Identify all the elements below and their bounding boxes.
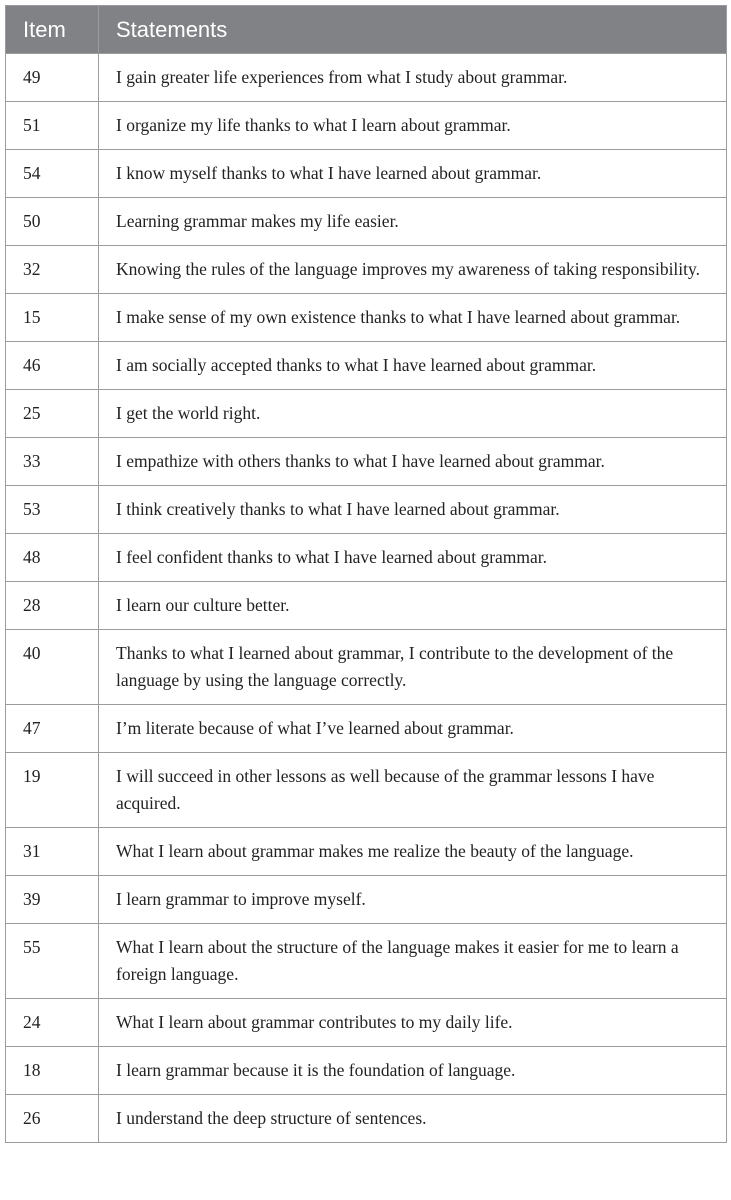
statement-cell: I gain greater life experiences from what I study about grammar.: [99, 54, 727, 102]
table-row: [6, 1047, 727, 1095]
table-row: [6, 246, 727, 294]
item-number-cell: 50: [6, 198, 99, 246]
item-number-cell: 39: [6, 876, 99, 924]
statement-cell: I am socially accepted thanks to what I have learned about grammar.: [99, 342, 727, 390]
table-row: [6, 924, 727, 999]
table-body: [6, 54, 727, 1143]
item-number-cell: 15: [6, 294, 99, 342]
statement-cell: Thanks to what I learned about grammar, I contribute to the development of the language by using the language correctly.: [99, 630, 727, 705]
item-number-cell: 31: [6, 828, 99, 876]
table-row: [6, 582, 727, 630]
table-row: [6, 150, 727, 198]
column-header-statements: Statements: [99, 6, 727, 54]
statement-cell: What I learn about grammar makes me realize the beauty of the language.: [99, 828, 727, 876]
item-number-cell: 48: [6, 534, 99, 582]
table-row: [6, 1095, 727, 1143]
statement-cell: What I learn about the structure of the language makes it easier for me to learn a foreign language.: [99, 924, 727, 999]
item-number-cell: 40: [6, 630, 99, 705]
statement-cell: I empathize with others thanks to what I have learned about grammar.: [99, 438, 727, 486]
item-number-cell: 53: [6, 486, 99, 534]
column-header-item: Item: [6, 6, 99, 54]
statement-cell: I will succeed in other lessons as well because of the grammar lessons I have acquired.: [99, 753, 727, 828]
table-row: [6, 198, 727, 246]
table-row: [6, 999, 727, 1047]
statement-cell: Learning grammar makes my life easier.: [99, 198, 727, 246]
statement-cell: I organize my life thanks to what I learn about grammar.: [99, 102, 727, 150]
table-row: [6, 876, 727, 924]
item-number-cell: 24: [6, 999, 99, 1047]
statement-cell: I’m literate because of what I’ve learned about grammar.: [99, 705, 727, 753]
statement-cell: I learn our culture better.: [99, 582, 727, 630]
item-number-cell: 18: [6, 1047, 99, 1095]
item-number-cell: 54: [6, 150, 99, 198]
item-number-cell: 32: [6, 246, 99, 294]
item-number-cell: 28: [6, 582, 99, 630]
table-row: [6, 753, 727, 828]
statement-cell: Knowing the rules of the language improves my awareness of taking responsibility.: [99, 246, 727, 294]
table-row: [6, 390, 727, 438]
table-row: [6, 438, 727, 486]
table-row: [6, 534, 727, 582]
item-number-cell: 49: [6, 54, 99, 102]
table-row: [6, 294, 727, 342]
table-header-row: [6, 6, 727, 54]
statement-cell: I get the world right.: [99, 390, 727, 438]
table-row: [6, 486, 727, 534]
statement-cell: I feel confident thanks to what I have learned about grammar.: [99, 534, 727, 582]
statement-cell: I learn grammar to improve myself.: [99, 876, 727, 924]
item-number-cell: 33: [6, 438, 99, 486]
table-row: [6, 342, 727, 390]
table-row: [6, 54, 727, 102]
item-number-cell: 47: [6, 705, 99, 753]
table-row: [6, 102, 727, 150]
statement-cell: I make sense of my own existence thanks to what I have learned about grammar.: [99, 294, 727, 342]
table-row: [6, 828, 727, 876]
statement-cell: I think creatively thanks to what I have learned about grammar.: [99, 486, 727, 534]
table-row: [6, 630, 727, 705]
statement-cell: I learn grammar because it is the foundation of language.: [99, 1047, 727, 1095]
statements-table: [5, 5, 727, 1143]
item-number-cell: 46: [6, 342, 99, 390]
item-number-cell: 55: [6, 924, 99, 999]
statement-cell: What I learn about grammar contributes to my daily life.: [99, 999, 727, 1047]
item-number-cell: 19: [6, 753, 99, 828]
item-number-cell: 25: [6, 390, 99, 438]
statement-cell: I know myself thanks to what I have learned about grammar.: [99, 150, 727, 198]
item-number-cell: 26: [6, 1095, 99, 1143]
table-row: [6, 705, 727, 753]
statement-cell: I understand the deep structure of sentences.: [99, 1095, 727, 1143]
item-number-cell: 51: [6, 102, 99, 150]
